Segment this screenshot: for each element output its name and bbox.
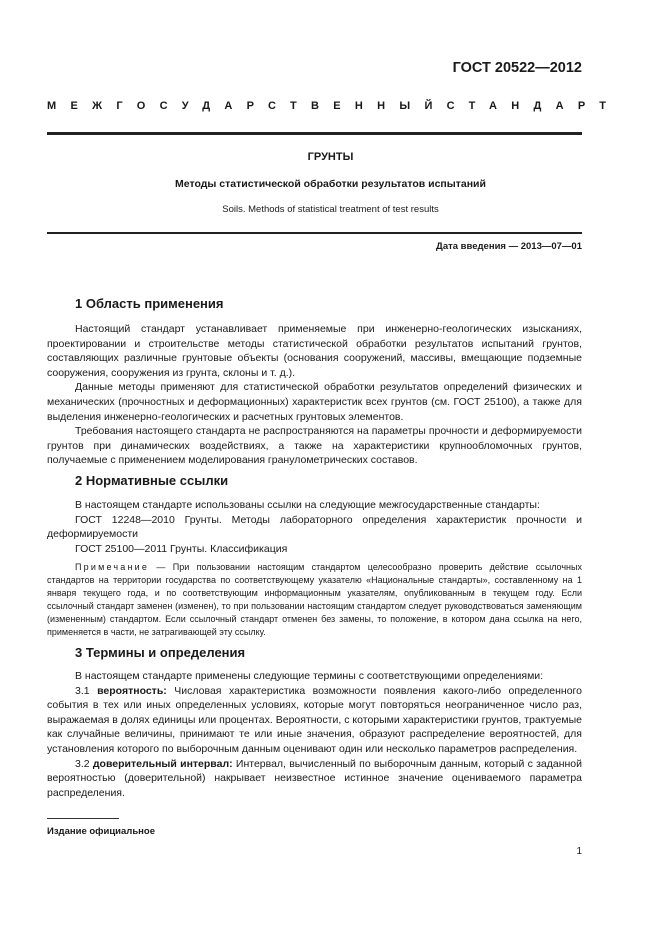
section-terms — [47, 645, 582, 800]
term-name: доверительный интервал: — [92, 757, 233, 770]
document-title: ГРУНТЫ — [307, 151, 354, 163]
page-number: 1 — [576, 846, 582, 857]
interstate-standard-banner — [47, 100, 621, 112]
title-divider — [47, 232, 582, 234]
document-subtitle: Методы статистической обработки результатов испытаний — [175, 178, 486, 190]
term-text: Числовая характеристика возможности появления какого-либо определенного события в тех или иных определенных условиях, которые могут повторяться неограниченное число раз, выражаемая в долях единицы или процентах. Вероятности, с которыми характеристики грунтов, трактуемые как случайные величины, принимают те или иные значения, образуют распределение вероятностей, для установления которого по выборочным данным оценивают один или несколько параметров распределения. — [47, 684, 582, 755]
term-name: вероятность: — [97, 684, 167, 697]
section-heading: 3 Термины и определения — [75, 645, 246, 660]
note-label: Примечание — [75, 562, 150, 573]
paragraph: Требования настоящего стандарта не распространяются на параметры прочности и деформируемости грунтов при динамических воздействиях, а также на характеристики крупнообломочных грунтов, получаемые с применением моделирования гранулометрических составов. — [47, 425, 582, 467]
section-heading: 2 Нормативные ссылки — [75, 473, 229, 488]
paragraph: Настоящий стандарт устанавливает применяемые при инженерно-геологических изысканиях, проектировании и строительстве методы статистической обработки результатов испытаний грунтов, составляющих различные грунтовые объекты (основания сооружений, массивы, вмещающие подземные сооружения, сооружения из грунта, склоны и т. д.). — [47, 323, 582, 379]
note — [47, 561, 582, 639]
section-normative-references — [47, 473, 582, 639]
standard-code: ГОСТ 20522—2012 — [452, 60, 582, 76]
footer-divider — [47, 818, 119, 819]
standard-word: СТАНДАРТ — [446, 100, 621, 112]
term-definition — [47, 757, 582, 801]
term-number: 3.2 — [75, 757, 93, 770]
reference-item: ГОСТ 12248—2010 Грунты. Методы лабораторного определения характеристик прочности и деформируемости — [47, 513, 582, 541]
interstate-word: МЕЖГОСУДАРСТВЕННЫЙ — [47, 100, 447, 112]
header-divider — [47, 132, 582, 135]
section-scope — [47, 296, 582, 468]
section-heading: 1 Область применения — [75, 296, 224, 311]
note-text: — При пользовании настоящим стандартом целесообразно проверить действие ссылочных стандартов на территории государства по соответствующему указателю «Национальные стандарты», составленному на 1 января текущего года, и по соответствующим информационным указателям, опубликованным в текущем году. Если ссылочный стандарт заменен (изменен), то при пользовании настоящим стандартом следует руководствоваться заменяющим (измененным) стандартом. Если ссылочный стандарт отменен без замены, то положение, в котором дана ссылка на него, применяется в части, не затрагивающей эту ссылку. — [47, 562, 582, 638]
official-edition-label: Издание официальное — [47, 826, 155, 837]
term-text: Интервал, вычисленный по выборочным данным, который с заданной вероятностью (доверительной) накрывает неизвестное истинное значение оцениваемого параметра распределения. — [47, 757, 583, 799]
term-definition — [47, 684, 582, 757]
paragraph: Данные методы применяют для статистической обработки результатов определений физических и механических (прочностных и деформационных) характеристик всех грунтов (см. ГОСТ 25100), а также для выделения инженерно-геологических и расчетных грунтовых элементов. — [47, 381, 582, 423]
paragraph: В настоящем стандарте применены следующие термины с соответствующими определениями: — [75, 670, 544, 682]
paragraph: В настоящем стандарте использованы ссылки на следующие межгосударственные стандарты: — [75, 499, 540, 511]
introduction-date: Дата введения — 2013—07—01 — [436, 241, 582, 252]
term-number: 3.1 — [75, 684, 98, 697]
english-title: Soils. Methods of statistical treatment of test results — [222, 204, 439, 215]
reference-item: ГОСТ 25100—2011 Грунты. Классификация — [75, 542, 288, 555]
